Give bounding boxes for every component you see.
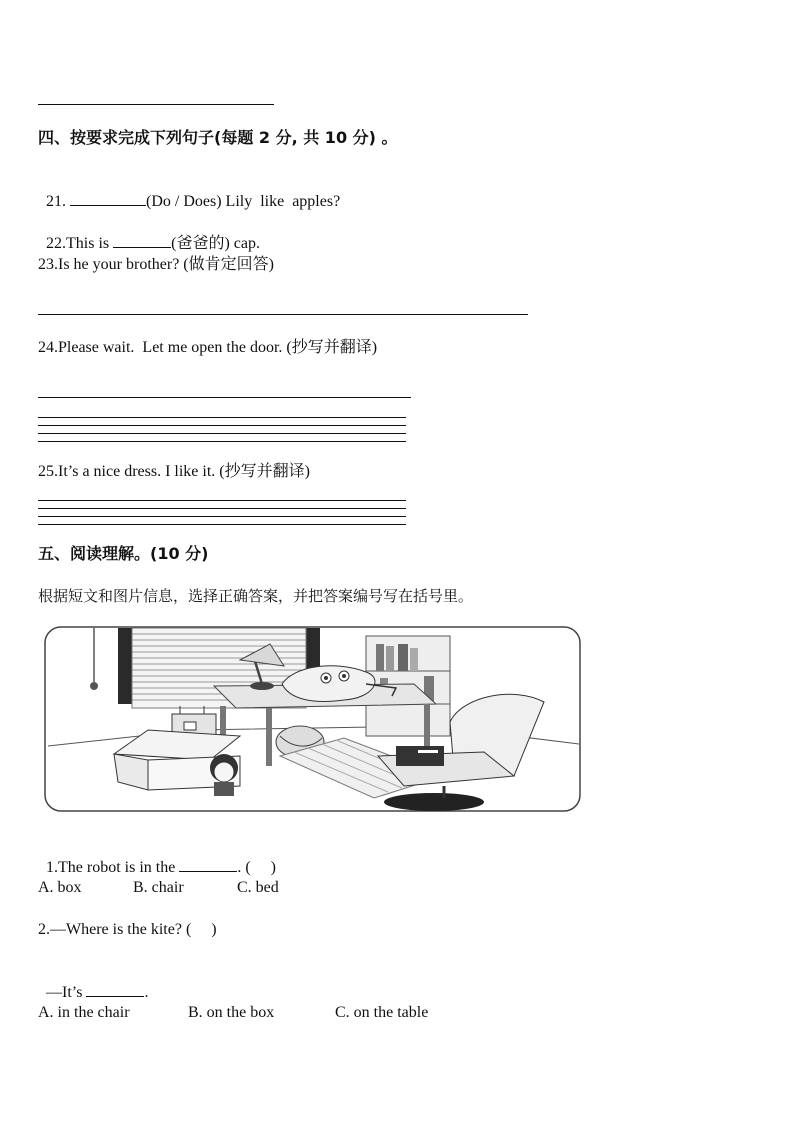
reading-question-1-option-c[interactable]: C. bed — [237, 879, 279, 896]
copy-line-5[interactable] — [38, 500, 406, 501]
question-23-answer-line[interactable] — [38, 314, 528, 315]
reading-question-2-answer-prefix: —It’s — [46, 984, 87, 1001]
reading-question-2-blank[interactable] — [86, 982, 144, 997]
question-25: 25.It’s a nice dress. I like it. (抄写并翻译) — [38, 463, 310, 480]
reading-question-1-option-b[interactable]: B. chair — [133, 879, 184, 896]
reading-question-2-answer-suffix: . — [144, 984, 149, 1001]
copy-line-6[interactable] — [38, 508, 406, 509]
reading-question-1-bracket: . ( ) — [237, 859, 276, 876]
reading-question-2-option-c[interactable]: C. on the table — [335, 1004, 429, 1021]
question-21-number: 21. — [46, 193, 66, 210]
reading-question-1-blank[interactable] — [179, 857, 237, 872]
copy-line-2[interactable] — [38, 425, 406, 426]
question-22-text: (爸爸的) cap. — [171, 235, 260, 252]
reading-question-2-option-a[interactable]: A. in the chair — [38, 1004, 130, 1021]
reading-question-2: 2.—Where is the kite? ( ) — [38, 921, 217, 938]
reading-question-1-option-a[interactable]: A. box — [38, 879, 82, 896]
question-22-blank[interactable] — [113, 233, 171, 248]
section-4-title: 四、按要求完成下列句子(每题 2 分, 共 10 分) 。 — [38, 128, 398, 147]
question-22 — [38, 213, 260, 254]
reading-question-1 — [38, 837, 276, 878]
copy-line-1[interactable] — [38, 417, 406, 418]
doll — [210, 754, 238, 796]
room-illustration — [44, 626, 581, 812]
section-5-title: 五、阅读理解。(10 分) — [38, 544, 209, 563]
section-5-instruction: 根据短文和图片信息，选择正确答案，并把答案编号写在括号里。 — [38, 587, 474, 605]
answer-line-top[interactable] — [38, 104, 274, 105]
question-23: 23.Is he your brother? (做肯定回答) — [38, 256, 274, 273]
copy-line-8[interactable] — [38, 524, 406, 525]
copy-line-3[interactable] — [38, 433, 406, 434]
reading-question-1-prefix: 1.The robot is in the — [46, 859, 180, 876]
question-21-text: (Do / Does) Lily like apples? — [146, 193, 341, 210]
copy-line-4[interactable] — [38, 441, 406, 442]
reading-question-2-option-b[interactable]: B. on the box — [188, 1004, 275, 1021]
question-21-blank[interactable] — [70, 191, 146, 206]
question-24-translation-line[interactable] — [38, 397, 411, 398]
question-24: 24.Please wait. Let me open the door. (抄写并翻译) — [38, 339, 378, 356]
copy-line-7[interactable] — [38, 516, 406, 517]
question-21 — [38, 171, 340, 212]
question-22-prefix: 22.This is — [46, 235, 114, 252]
reading-question-2-answer — [38, 962, 148, 1003]
